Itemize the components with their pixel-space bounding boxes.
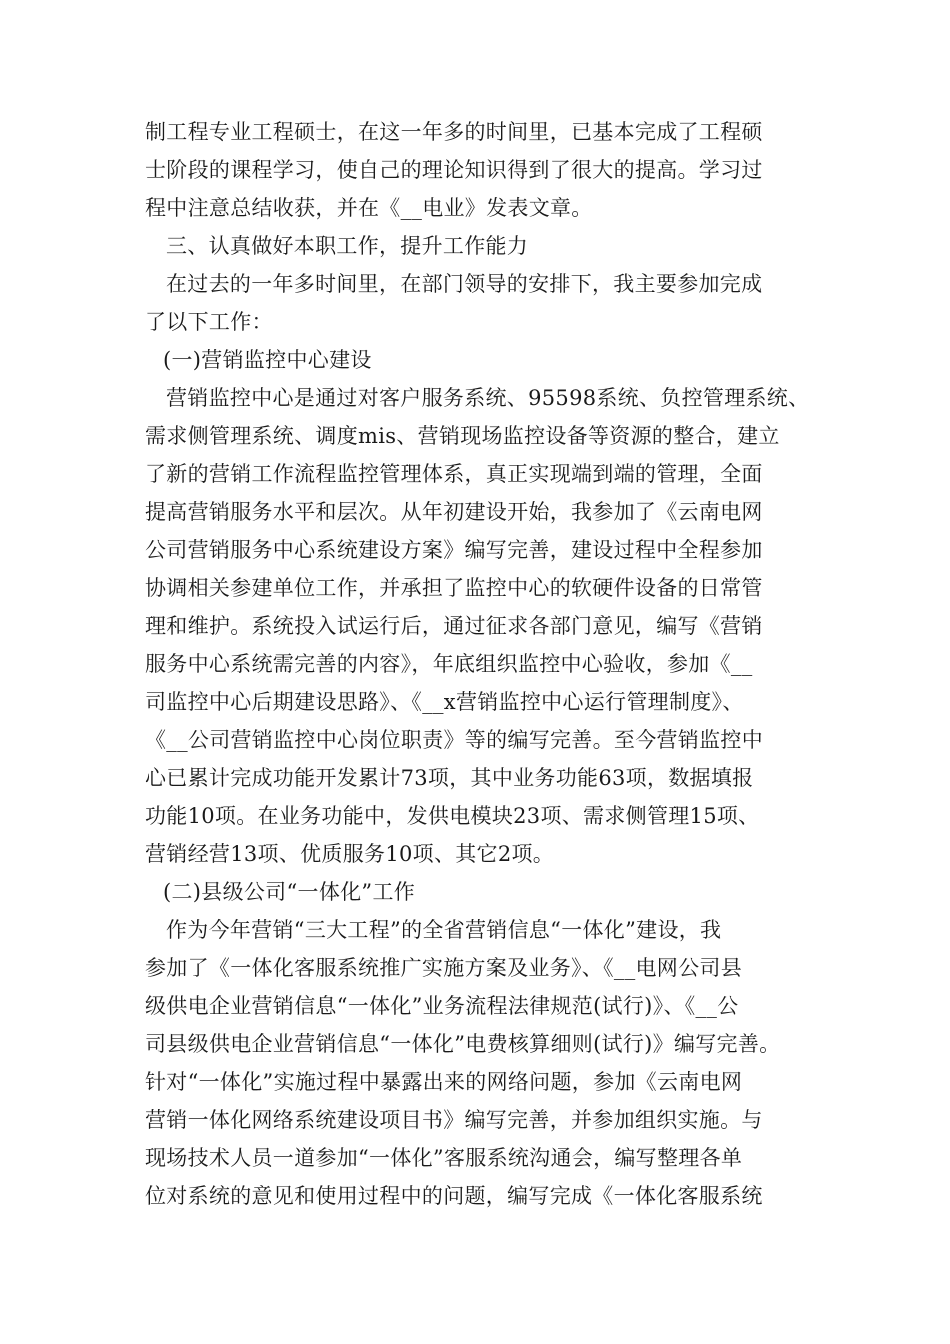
paragraph-line: 理和维护。系统投入试运行后，通过征求各部门意见，编写《营销 [145,614,763,638]
paragraph-line: 服务中心系统需完善的内容》，年底组织监控中心验收，参加《__ [145,652,753,676]
paragraph-line: 现场技术人员一道参加“一体化”客服系统沟通会，编写整理各单 [145,1146,743,1170]
paragraph-line: 位对系统的意见和使用过程中的问题，编写完成《一体化客服系统 [145,1184,763,1208]
paragraph-line: 公司营销服务中心系统建设方案》编写完善，建设过程中全程参加 [145,538,763,562]
paragraph-line: 士阶段的课程学习，使自己的理论知识得到了很大的提高。学习过 [145,158,763,182]
paragraph-line: 程中注意总结收获，并在《__电业》发表文章。 [145,196,593,220]
paragraph-line: 心已累计完成功能开发累计73项，其中业务功能63项，数据填报 [145,766,754,790]
paragraph-line: 在过去的一年多时间里，在部门领导的安排下，我主要参加完成 [166,272,763,296]
paragraph-line: 作为今年营销“三大工程”的全省营销信息“一体化”建设，我 [166,918,722,942]
paragraph-line: 司县级供电企业营销信息“一体化”电费核算细则(试行)》编写完善。 [145,1032,781,1056]
subsection-heading: (二)县级公司“一体化”工作 [163,880,416,904]
paragraph-line: 针对“一体化”实施过程中暴露出来的网络问题，参加《云南电网 [145,1070,743,1094]
section-heading: 三、认真做好本职工作，提升工作能力 [166,234,529,258]
paragraph-line: 制工程专业工程硕士，在这一年多的时间里，已基本完成了工程硕 [145,120,763,144]
paragraph-line: 了新的营销工作流程监控管理体系，真正实现端到端的管理，全面 [145,462,763,486]
paragraph-line: 了以下工作： [145,310,273,334]
paragraph-line: 营销经营13项、优质服务10项、其它2项。 [145,842,555,866]
paragraph-line: 司监控中心后期建设思路》、《__x营销监控中心运行管理制度》、 [145,690,744,714]
paragraph-line: 功能10项。在业务功能中，发供电模块23项、需求侧管理15项、 [145,804,760,828]
paragraph-line: 级供电企业营销信息“一体化”业务流程法律规范(试行)》、《__公 [145,994,739,1018]
paragraph-line: 营销监控中心是通过对客户服务系统、95598系统、负控管理系统、 [166,386,810,410]
paragraph-line: 营销一体化网络系统建设项目书》编写完善，并参加组织实施。与 [145,1108,763,1132]
paragraph-line: 需求侧管理系统、调度mis、营销现场监控设备等资源的整合，建立 [145,424,780,448]
paragraph-line: 协调相关参建单位工作，并承担了监控中心的软硬件设备的日常管 [145,576,763,600]
paragraph-line: 《__公司营销监控中心岗位职责》等的编写完善。至今营销监控中 [145,728,763,752]
subsection-heading: (一)营销监控中心建设 [163,348,372,372]
paragraph-line: 提高营销服务水平和层次。从年初建设开始，我参加了《云南电网 [145,500,763,524]
paragraph-line: 参加了《一体化客服系统推广实施方案及业务》、《__电网公司县 [145,956,742,980]
